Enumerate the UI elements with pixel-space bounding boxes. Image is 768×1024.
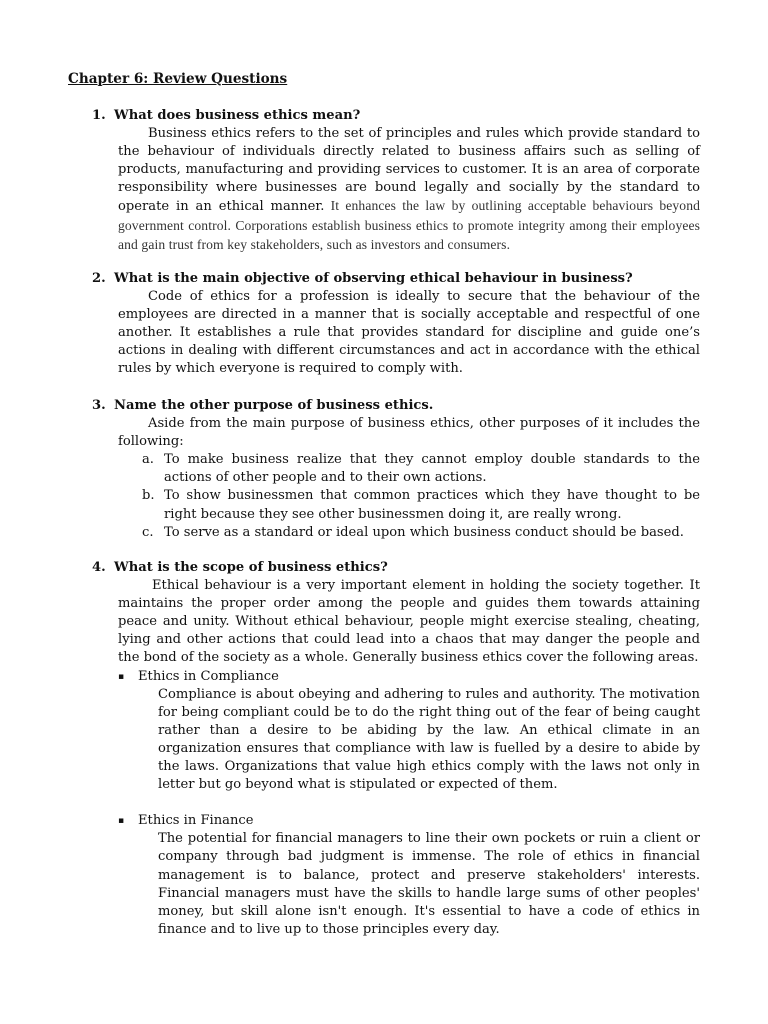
bullet-heading: Ethics in Compliance (138, 668, 279, 684)
bullet-heading: Ethics in Finance (138, 813, 254, 829)
bullet-compliance (118, 668, 700, 686)
answer-text: Business ethics refers to the set of principles and rules which provide standard to the behaviour of individuals directly related to business affairs such as selling of products, manufacturing and providing services to customer. It is an area of corporate responsibility where businesses are bound legally and socially by the standard to operate in an ethical manner. (118, 126, 700, 215)
list-item (142, 451, 700, 487)
list-item-text: To show businessmen that common practices which they have thought to be right because they see other businessmen doing it, are really wrong. (164, 488, 700, 522)
question-4 (92, 559, 700, 939)
question-text: Name the other purpose of business ethics. (114, 398, 434, 413)
question-text: What is the scope of business ethics? (114, 560, 388, 575)
answer-text-light: It enhances the law by outlining acceptable behaviours beyond government control. Corporations establish business ethics to promote integrity among their employees and gain trust from key stakeholders, such as investors and consumers. (118, 198, 700, 252)
answer-paragraph: Aside from the main purpose of business ethics, other purposes of it includes the following: (118, 416, 700, 450)
list-marker: b. (142, 488, 155, 504)
question-heading (92, 107, 700, 125)
question-number: 3. (92, 398, 106, 413)
bullet-finance (118, 812, 700, 830)
page-title: Chapter 6: Review Questions (68, 71, 288, 87)
list-marker: a. (142, 452, 154, 468)
question-3 (92, 397, 700, 542)
list-item (142, 487, 700, 523)
question-number: 2. (92, 271, 106, 286)
question-text: What is the main objective of observing ethical behaviour in business? (114, 271, 633, 286)
question-heading (92, 397, 700, 415)
bullet-paragraph: Compliance is about obeying and adhering to rules and authority. The motivation for being compliant could be to do the right thing out of the fear of being caught rather than a desire to be abiding by the law. An ethical climate in an organization ensures that compliance with law is fuelled by a desire to abide by the laws. Organizations that value high ethics comply with the laws not only in letter but go beyond what is stipulated or expected of them. (158, 686, 700, 793)
spacer (92, 794, 700, 812)
list-marker: c. (142, 524, 154, 540)
question-number: 1. (92, 108, 106, 123)
question-2 (92, 270, 700, 379)
list-item-text: To serve as a standard or ideal upon which business conduct should be based. (164, 524, 684, 540)
answer-paragraph: Code of ethics for a profession is ideally to secure that the behaviour of the employees are directed in a manner that is socially acceptable and respectful of one another. It establishes a rule that provides standard for discipline and guide one’s actions in dealing with different circumstances and act in accordance with the ethical rules by which everyone is required to comply with. (118, 289, 700, 377)
purpose-list (142, 451, 700, 541)
list-item (142, 524, 700, 542)
question-text: What does business ethics mean? (114, 108, 361, 123)
bullet-icon: ▪ (118, 816, 125, 827)
question-heading (92, 559, 700, 577)
question-heading (92, 270, 700, 288)
list-item-text: To make business realize that they cannot employ double standards to the actions of other people and to their own actions. (164, 452, 700, 486)
bullet-paragraph: The potential for financial managers to line their own pockets or ruin a client or company through bad judgment is immense. The role of ethics in financial management is to balance, protect and preserve stakeholders' interests. Financial managers must have the skills to handle large sums of other peoples' money, but skill alone isn't enough. It's essential to have a code of ethics in finance and to live up to those principles every day. (158, 831, 700, 937)
question-number: 4. (92, 560, 106, 575)
answer-paragraph: Ethical behaviour is a very important element in holding the society together. It maintains the proper order among the people and guides them towards attaining peace and unity. Without ethical behaviour, people might exercise stealing, cheating, lying and other actions that could lead into a chaos that may danger the people and the bond of the society as a whole. Generally business ethics cover the following areas. (118, 578, 700, 666)
question-1 (92, 107, 700, 255)
bullet-icon: ▪ (118, 671, 125, 682)
answer-paragraph (118, 125, 700, 255)
